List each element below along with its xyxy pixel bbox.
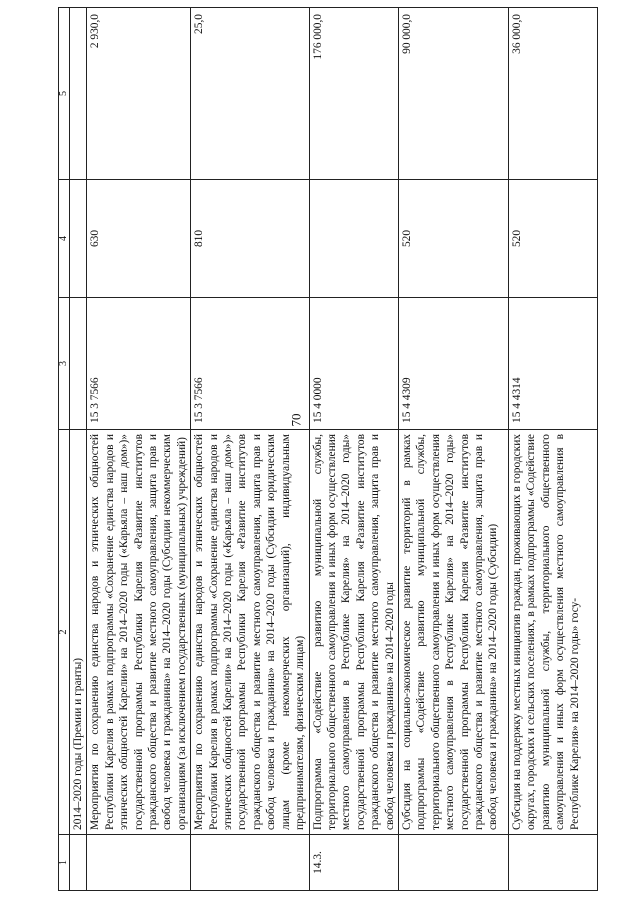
row-number [398, 835, 508, 891]
row-number [508, 835, 597, 891]
table-row [398, 8, 508, 891]
row-description: Субсидия на социально-экономическое развитие территорий в рамках подпрограммы «Содействие развитию муниципальной службы, территориального общественного самоуправления и иных форм осуществления местного самоуправления в Республике Карелия» на 2014–2020 годы» государственной программы Республики Карелия «Развитие институтов гражданского общества и развитие местного самоуправления, защита прав и свобод человека и гражданина» на 2014–2020 годы (Субсидии) [398, 430, 508, 835]
amount: 36 000,0 [508, 8, 597, 180]
target-code: 15 3 7566 [87, 298, 191, 430]
col-header-5: 5 [59, 8, 70, 180]
expense-type [309, 180, 398, 298]
row-description: Подпрограмма «Содействие развитию муниципальной службы, территориального общественного самоуправления и иных форм осуществления местного самоуправления в Республике Карелия» на 2014–2020 годы» государственной программы Республики Карелия «Развитие институтов гражданского общества и развитие местного самоуправления, защита прав и свобод человека и гражданина» на 2014–2020 годы [309, 430, 398, 835]
col-header-4: 4 [59, 180, 70, 298]
target-code: 15 4 0000 [309, 298, 398, 430]
col-header-3: 3 [59, 298, 70, 430]
row-description: 2014–2020 годы (Премии и гранты) [70, 430, 87, 835]
table-row [191, 8, 309, 891]
page-number: 70 [288, 413, 304, 427]
budget-table [58, 7, 598, 891]
row-number: 14.3. [309, 835, 398, 891]
target-code: 15 4 4314 [508, 298, 597, 430]
target-code [70, 298, 87, 430]
amount: 25,0 [191, 8, 309, 180]
amount [70, 8, 87, 180]
row-number [87, 835, 191, 891]
expense-type: 630 [87, 180, 191, 298]
row-description: Субсидия на поддержку местных инициатив граждан, проживающих в городских округах, городских и сельских поселениях, в рамках подпрограммы «Содействие развитию муниципальной службы, территориального общественного самоуправления и иных форм осуществления местного самоуправления в Республике Карелия» на 2014–2020 годы» госу- [508, 430, 597, 835]
amount: 90 000,0 [398, 8, 508, 180]
table-row [87, 8, 191, 891]
rotated-table-wrapper [58, 8, 598, 891]
expense-type: 520 [508, 180, 597, 298]
table-row [508, 8, 597, 891]
table-row [309, 8, 398, 891]
amount: 2 930,0 [87, 8, 191, 180]
row-number [70, 835, 87, 891]
row-description: Мероприятия по сохранению единства народов и этнических общностей Республики Карелия в рамках подпрограммы «Сохранение единства народов и этнических общностей Карелии» на 2014–2020 годы («Карьяла – наш дом»)» государственной программы Республики Карелия «Развитие институтов гражданского общества и развитие местного самоуправления, защита прав и свобод человека и гражданина» на 2014–2020 годы (Субсидии некоммерческим организациям (за исключением государственных (муниципальных) учреждений) [87, 430, 191, 835]
col-header-1: 1 [59, 835, 70, 891]
row-description: Мероприятия по сохранению единства народов и этнических общностей Республики Карелия в рамках подпрограммы «Сохранение единства народов и этнических общностей Карелии» на 2014–2020 годы («Карьяла – наш дом»)» государственной программы Республики Карелия «Развитие институтов гражданского общества и развитие местного самоуправления, защита прав и свобод человека и гражданина» на 2014–2020 годы (Субсидии юридическим лицам (кроме некоммерческих организаций), индивидуальным предпринимателям, физическим лицам) [191, 430, 309, 835]
header-row [59, 8, 70, 891]
expense-type: 520 [398, 180, 508, 298]
table-row [70, 8, 87, 891]
row-number [191, 835, 309, 891]
expense-type: 810 [191, 180, 309, 298]
col-header-2: 2 [59, 430, 70, 835]
document-area [58, 8, 598, 891]
expense-type [70, 180, 87, 298]
target-code: 15 3 7566 [191, 298, 309, 430]
target-code: 15 4 4309 [398, 298, 508, 430]
amount: 176 000,0 [309, 8, 398, 180]
